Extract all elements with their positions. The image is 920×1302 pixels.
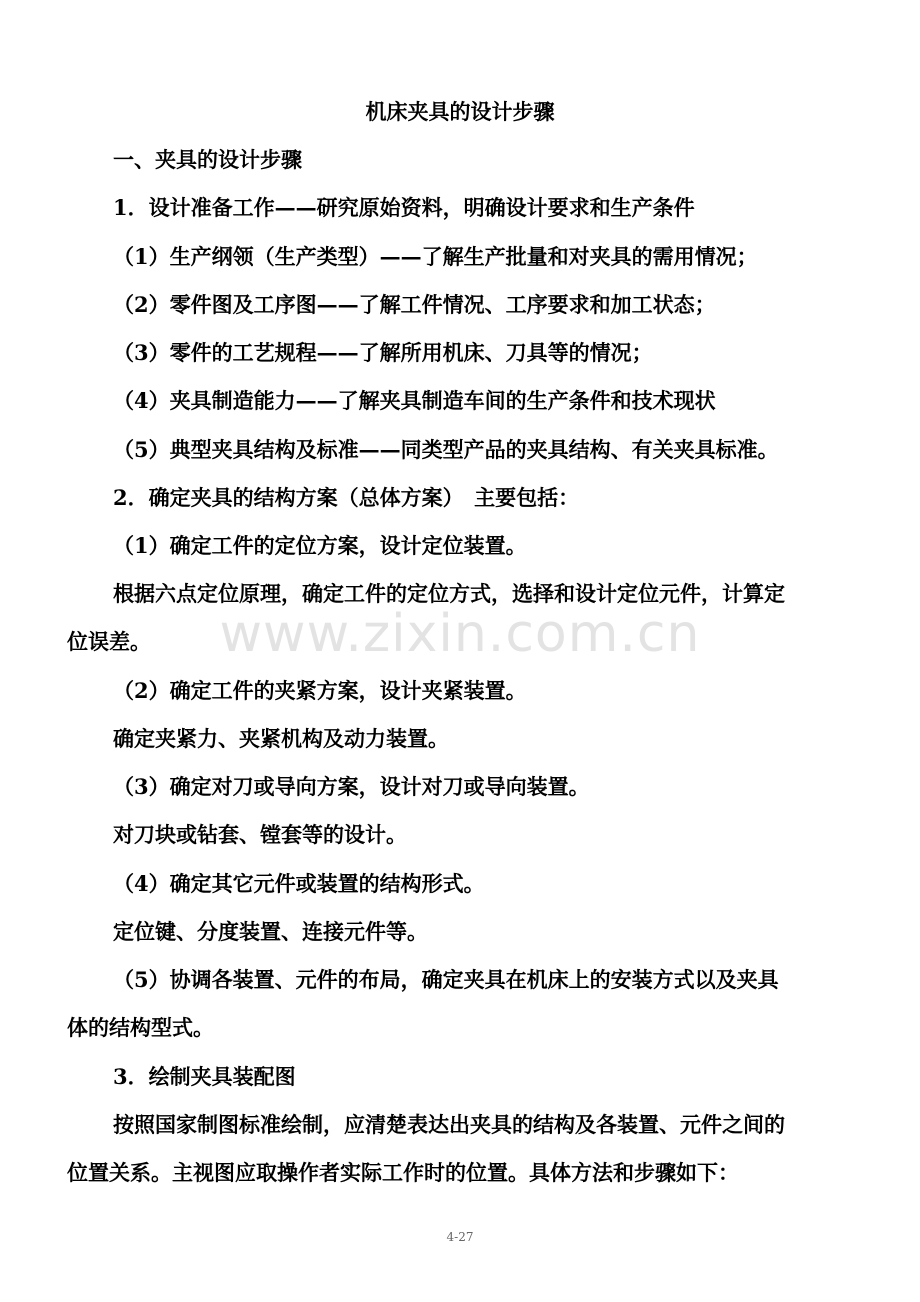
list-item: （5）典型夹具结构及标准——同类型产品的夹具结构、有关夹具标准。 bbox=[113, 437, 779, 462]
section-heading: 一、夹具的设计步骤 bbox=[113, 147, 302, 172]
list-item: （5）协调各装置、元件的布局，确定夹具在机床上的安装方式以及夹具 bbox=[113, 967, 779, 992]
paragraph-line: 按照国家制图标准绘制，应清楚表达出夹具的结构及各装置、元件之间的 bbox=[113, 1112, 785, 1137]
paragraph-line: 体的结构型式。 bbox=[67, 1015, 214, 1040]
paragraph-line: 位置关系。主视图应取操作者实际工作时的位置。具体方法和步骤如下： bbox=[67, 1160, 739, 1185]
watermark: www.zixin.com.cn bbox=[219, 604, 701, 664]
list-item: （1）生产纲领（生产类型）——了解生产批量和对夹具的需用情况； bbox=[113, 244, 758, 269]
list-item: （3）零件的工艺规程——了解所用机床、刀具等的情况； bbox=[113, 340, 653, 365]
list-item: （3）确定对刀或导向方案，设计对刀或导向装置。 bbox=[113, 774, 590, 799]
paragraph-line: 确定夹紧力、夹紧机构及动力装置。 bbox=[113, 726, 449, 751]
paragraph-line: 位误差。 bbox=[67, 629, 151, 654]
list-item: （1）确定工件的定位方案，设计定位装置。 bbox=[113, 533, 527, 558]
step-heading: 2．确定夹具的结构方案（总体方案） 主要包括： bbox=[113, 485, 580, 510]
paragraph-line: 根据六点定位原理，确定工件的定位方式，选择和设计定位元件，计算定 bbox=[113, 581, 785, 606]
list-item: （4）夹具制造能力——了解夹具制造车间的生产条件和技术现状 bbox=[113, 388, 716, 413]
list-item: （4）确定其它元件或装置的结构形式。 bbox=[113, 871, 485, 896]
paragraph-line: 对刀块或钻套、镗套等的设计。 bbox=[113, 822, 407, 847]
document-title: 机床夹具的设计步骤 bbox=[365, 99, 555, 124]
paragraph-line: 定位键、分度装置、连接元件等。 bbox=[113, 919, 428, 944]
step-heading: 1．设计准备工作——研究原始资料，明确设计要求和生产条件 bbox=[113, 195, 695, 220]
list-item: （2）零件图及工序图——了解工件情况、工序要求和加工状态； bbox=[113, 292, 716, 317]
list-item: （2）确定工件的夹紧方案，设计夹紧装置。 bbox=[113, 678, 527, 703]
step-heading: 3．绘制夹具装配图 bbox=[113, 1064, 296, 1089]
page-number: 4-27 bbox=[446, 1230, 474, 1244]
